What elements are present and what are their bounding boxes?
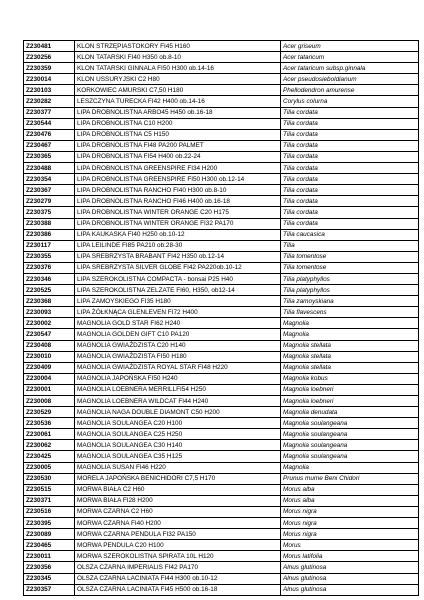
- plant-code-cell: Z230536: [24, 418, 75, 429]
- plant-name-cell: LIPA DROBNOLISTNA RANCHO FI40 H300 ob.8-10: [75, 185, 281, 196]
- latin-name-cell: Tilia cordata: [281, 163, 419, 174]
- table-row: [24, 340, 419, 351]
- plant-name-cell: KORKOWIEC AMURSKI C7,50 H180: [75, 85, 281, 96]
- latin-name-cell: Magnolia soulangeana: [281, 429, 419, 440]
- latin-name-cell: Magnolia stellata: [281, 362, 419, 373]
- plant-code-cell: Z230386: [24, 229, 75, 240]
- plant-name-cell: MORELA JAPOŃSKA BENICHIDORI C7,5 H170: [75, 473, 281, 484]
- table-row: [24, 462, 419, 473]
- plant-code-cell: Z230376: [24, 262, 75, 273]
- plant-name-cell: LIPA SZEROKOLISTNA COMPACTA - bonsai P25 H40: [75, 273, 281, 284]
- table-row: [24, 318, 419, 329]
- latin-name-cell: Tilia cordata: [281, 218, 419, 229]
- table-row: [24, 440, 419, 451]
- plant-code-cell: Z230488: [24, 163, 75, 174]
- latin-name-cell: Tilia zamoyskiana: [281, 296, 419, 307]
- table-row: [24, 495, 419, 506]
- latin-name-cell: Tilia cordata: [281, 207, 419, 218]
- latin-name-cell: Tilia platyphyllos: [281, 285, 419, 296]
- plant-name-cell: MORWA PENDULA C20 H100: [75, 540, 281, 551]
- plant-code-cell: Z230516: [24, 506, 75, 517]
- table-row: [24, 451, 419, 462]
- plant-code-cell: Z230515: [24, 484, 75, 495]
- latin-name-cell: Phellodendron amurense: [281, 85, 419, 96]
- table-row: [24, 174, 419, 185]
- plant-code-cell: Z230008: [24, 396, 75, 407]
- latin-name-cell: Tilia tomentose: [281, 251, 419, 262]
- table-row: [24, 529, 419, 540]
- latin-name-cell: Tilia platyphyllos: [281, 273, 419, 284]
- plant-name-cell: LIPA DROBNOLISTNA FI54 H400 ob.22-24: [75, 151, 281, 162]
- plant-code-cell: Z230377: [24, 107, 75, 118]
- plant-name-cell: LIPA SREBRZYSTA SILVER GLOBE FI42 PA220ob.10-12: [75, 262, 281, 273]
- plant-code-cell: Z230282: [24, 96, 75, 107]
- latin-name-cell: Tilia tomentose: [281, 262, 419, 273]
- table-row: [24, 63, 419, 74]
- plant-code-cell: Z230425: [24, 451, 75, 462]
- plant-code-cell: Z230345: [24, 573, 75, 584]
- table-row: [24, 296, 419, 307]
- latin-name-cell: Alnus glutinosa: [281, 573, 419, 584]
- latin-name-cell: Morus nigra: [281, 518, 419, 529]
- plant-code-cell: Z230467: [24, 140, 75, 151]
- latin-name-cell: Acer tataricum: [281, 52, 419, 63]
- table-row: [24, 52, 419, 63]
- table-row: [24, 407, 419, 418]
- plant-name-cell: MAGNOLIA NAGA DOUBLE DIAMONT C50 H200: [75, 407, 281, 418]
- table-row: [24, 207, 419, 218]
- plant-code-cell: Z230409: [24, 362, 75, 373]
- plant-name-cell: KLON USSURYJSKI C2 H80: [75, 74, 281, 85]
- plant-code-cell: Z230005: [24, 462, 75, 473]
- table-row: [24, 506, 419, 517]
- latin-name-cell: Acer pseudosieboldianum: [281, 74, 419, 85]
- plant-name-cell: MAGNOLIA LOEBNERA MERRILLFI54 H250: [75, 384, 281, 395]
- table-row: [24, 418, 419, 429]
- plant-code-cell: Z230002: [24, 318, 75, 329]
- table-row: [24, 163, 419, 174]
- plant-name-cell: LIPA DROBNOLISTNA WINTER ORANGE C20 H175: [75, 207, 281, 218]
- latin-name-cell: Tilia cordata: [281, 140, 419, 151]
- plant-code-cell: Z230525: [24, 285, 75, 296]
- table-row: [24, 518, 419, 529]
- plant-code-cell: Z230371: [24, 495, 75, 506]
- plant-code-cell: Z230062: [24, 440, 75, 451]
- latin-name-cell: Tilia cordata: [281, 174, 419, 185]
- plant-code-cell: Z230010: [24, 351, 75, 362]
- plant-name-cell: MORWA SZEROKOLISTNA SPIRATA 10L H120: [75, 551, 281, 562]
- plant-name-cell: MAGNOLIA JAPOŃSKA FI50 H240: [75, 373, 281, 384]
- latin-name-cell: Tilia flavescens: [281, 307, 419, 318]
- table-row: [24, 118, 419, 129]
- plant-code-cell: Z230395: [24, 518, 75, 529]
- plant-table-body: [24, 41, 419, 596]
- plant-code-cell: Z230256: [24, 52, 75, 63]
- plant-name-cell: KLON STRZĘPIASTOKORY FI45 H160: [75, 41, 281, 52]
- plant-code-cell: Z230014: [24, 74, 75, 85]
- plant-code-cell: Z230103: [24, 85, 75, 96]
- latin-name-cell: Tilia cordata: [281, 185, 419, 196]
- plant-name-cell: LIPA ZAMOYSKIEGO FI35 H180: [75, 296, 281, 307]
- latin-name-cell: Tilia cordata: [281, 118, 419, 129]
- plant-code-cell: Z230004: [24, 373, 75, 384]
- table-row: [24, 129, 419, 140]
- latin-name-cell: Morus nigra: [281, 506, 419, 517]
- plant-code-cell: Z230529: [24, 407, 75, 418]
- plant-name-cell: MAGNOLIA LOEBNERA WILDCAT FI44 H240: [75, 396, 281, 407]
- table-row: [24, 396, 419, 407]
- plant-name-cell: LIPA ŻÓŁKNĄCA GLENLEVEN FI72 H400: [75, 307, 281, 318]
- plant-code-cell: Z230117: [24, 240, 75, 251]
- latin-name-cell: Morus: [281, 540, 419, 551]
- latin-name-cell: Tilia cordata: [281, 107, 419, 118]
- plant-name-cell: LESZCZYNA TURECKA FI42 H400 ob.14-16: [75, 96, 281, 107]
- table-row: [24, 262, 419, 273]
- table-row: [24, 85, 419, 96]
- plant-name-cell: LIPA DROBNOLISTNA WINTER ORANGE FI32 PA170: [75, 218, 281, 229]
- latin-name-cell: Magnolia denudata: [281, 407, 419, 418]
- plant-code-cell: Z230061: [24, 429, 75, 440]
- plant-name-cell: MORWA CZARNA PENDULA FI32 PA150: [75, 529, 281, 540]
- latin-name-cell: Magnolia: [281, 462, 419, 473]
- plant-name-cell: MAGNOLIA GOLDEN GIFT C10 PA120: [75, 329, 281, 340]
- plant-code-cell: Z230356: [24, 562, 75, 573]
- table-row: [24, 373, 419, 384]
- table-row: [24, 140, 419, 151]
- plant-code-cell: Z230375: [24, 207, 75, 218]
- plant-code-cell: Z230354: [24, 174, 75, 185]
- plant-name-cell: LIPA DROBNOLISTNA ARBO45 H450 ob.16-18: [75, 107, 281, 118]
- plant-table: [23, 40, 419, 596]
- latin-name-cell: Magnolia: [281, 318, 419, 329]
- table-row: [24, 384, 419, 395]
- plant-code-cell: Z230093: [24, 307, 75, 318]
- plant-code-cell: Z230476: [24, 129, 75, 140]
- plant-name-cell: OLSZA CZARNA IMPERIALIS FI42 PA170: [75, 562, 281, 573]
- plant-name-cell: LIPA DROBNOLISTNA RANCHO FI46 H400 ob.16-18: [75, 196, 281, 207]
- table-row: [24, 473, 419, 484]
- plant-code-cell: Z230481: [24, 41, 75, 52]
- latin-name-cell: Tilia cordata: [281, 151, 419, 162]
- plant-name-cell: KLON TATARSKI FI40 H350 ob.8-10: [75, 52, 281, 63]
- plant-name-cell: MAGNOLIA GOLD STAR FI62 H240: [75, 318, 281, 329]
- plant-code-cell: Z230547: [24, 329, 75, 340]
- plant-name-cell: MAGNOLIA SOULANGEA C25 H250: [75, 429, 281, 440]
- plant-code-cell: Z230465: [24, 540, 75, 551]
- latin-name-cell: Magnolia stellata: [281, 340, 419, 351]
- plant-name-cell: KLON TATARSKI GINNALA FI50 H300 ob.14-16: [75, 63, 281, 74]
- plant-name-cell: MAGNOLIA GWIAŹDZISTA FI50 H180: [75, 351, 281, 362]
- plant-name-cell: LIPA SREBRZYSTA BRABANT FI42 H350 ob.12-14: [75, 251, 281, 262]
- plant-code-cell: Z230346: [24, 273, 75, 284]
- plant-name-cell: MORWA BIAŁA FI28 H200: [75, 495, 281, 506]
- plant-code-cell: Z230367: [24, 185, 75, 196]
- table-row: [24, 351, 419, 362]
- plant-name-cell: MAGNOLIA GWIAŹDZISTA ROYAL STAR FI48 H220: [75, 362, 281, 373]
- latin-name-cell: Acer tataricum subsp.ginnala: [281, 63, 419, 74]
- plant-code-cell: Z230368: [24, 296, 75, 307]
- latin-name-cell: Alnus glutinosa: [281, 584, 419, 595]
- plant-code-cell: Z230011: [24, 551, 75, 562]
- latin-name-cell: Tilia cordata: [281, 129, 419, 140]
- table-row: [24, 229, 419, 240]
- plant-code-cell: Z230279: [24, 196, 75, 207]
- plant-name-cell: MAGNOLIA GWIAŹDZISTA C20 H140: [75, 340, 281, 351]
- plant-name-cell: LIPA DROBNOLISTNA GREENSPIRE FI34 H200: [75, 163, 281, 174]
- latin-name-cell: Morus alba: [281, 484, 419, 495]
- table-row: [24, 251, 419, 262]
- plant-name-cell: OLSZA CZARNA LACINIATA FI44 H300 ob.10-12: [75, 573, 281, 584]
- latin-name-cell: Alnus glutinosa: [281, 562, 419, 573]
- plant-code-cell: Z230359: [24, 63, 75, 74]
- plant-code-cell: Z230408: [24, 340, 75, 351]
- plant-code-cell: Z230355: [24, 251, 75, 262]
- latin-name-cell: Corylus colurna: [281, 96, 419, 107]
- table-row: [24, 240, 419, 251]
- table-row: [24, 551, 419, 562]
- plant-name-cell: MORWA BIAŁA C2 H60: [75, 484, 281, 495]
- table-row: [24, 362, 419, 373]
- table-row: [24, 196, 419, 207]
- plant-code-cell: Z230365: [24, 151, 75, 162]
- table-row: [24, 484, 419, 495]
- latin-name-cell: Acer griseum: [281, 41, 419, 52]
- table-row: [24, 273, 419, 284]
- latin-name-cell: Magnolia soulangeana: [281, 418, 419, 429]
- latin-name-cell: Morus latifolia: [281, 551, 419, 562]
- table-row: [24, 185, 419, 196]
- plant-name-cell: LIPA DROBNOLISTNA C10 H200: [75, 118, 281, 129]
- plant-name-cell: LIPA DROBNOLISTNA C5 H150: [75, 129, 281, 140]
- plant-code-cell: Z230544: [24, 118, 75, 129]
- latin-name-cell: Magnolia soulangeana: [281, 451, 419, 462]
- plant-code-cell: Z230089: [24, 529, 75, 540]
- latin-name-cell: Magnolia soulangeana: [281, 440, 419, 451]
- table-row: [24, 307, 419, 318]
- latin-name-cell: Morus nigra: [281, 529, 419, 540]
- plant-name-cell: MAGNOLIA SUSAN FI46 H220: [75, 462, 281, 473]
- plant-code-cell: Z230357: [24, 584, 75, 595]
- plant-name-cell: MORWA CZARNA C2 H60: [75, 506, 281, 517]
- table-row: [24, 285, 419, 296]
- table-row: [24, 96, 419, 107]
- latin-name-cell: Prunus mume Beni Chidori: [281, 473, 419, 484]
- table-row: [24, 107, 419, 118]
- plant-code-cell: Z230530: [24, 473, 75, 484]
- table-row: [24, 151, 419, 162]
- table-row: [24, 562, 419, 573]
- table-row: [24, 573, 419, 584]
- latin-name-cell: Magnolia loebneri: [281, 384, 419, 395]
- latin-name-cell: Tilia: [281, 240, 419, 251]
- plant-name-cell: MAGNOLIA SOULANGEA C20 H100: [75, 418, 281, 429]
- plant-code-cell: Z230001: [24, 384, 75, 395]
- plant-name-cell: LIPA KAUKASKA FI40 H250 ob.10-12: [75, 229, 281, 240]
- latin-name-cell: Magnolia loebneri: [281, 396, 419, 407]
- latin-name-cell: Magnolia stellata: [281, 351, 419, 362]
- table-row: [24, 41, 419, 52]
- latin-name-cell: Magnolia: [281, 329, 419, 340]
- plant-name-cell: LIPA DROBNOLISTNA GREENSPIRE FI50 H300 ob.12-14: [75, 174, 281, 185]
- table-row: [24, 329, 419, 340]
- latin-name-cell: Tilia caucasica: [281, 229, 419, 240]
- plant-name-cell: MORWA CZARNA FI40 H200: [75, 518, 281, 529]
- plant-name-cell: MAGNOLIA SOULANGEA C35 H125: [75, 451, 281, 462]
- plant-name-cell: LIPA DROBNOLISTNA FI48 PA200 PALMET: [75, 140, 281, 151]
- table-row: [24, 584, 419, 595]
- plant-name-cell: LIPA SZEROKOLISTNA ZELZATE FI60, H350, ob12-14: [75, 285, 281, 296]
- table-row: [24, 540, 419, 551]
- plant-name-cell: LIPA LEILINDE FI85 PA210 ob.28-30: [75, 240, 281, 251]
- plant-code-cell: Z230388: [24, 218, 75, 229]
- table-row: [24, 218, 419, 229]
- latin-name-cell: Morus alba: [281, 495, 419, 506]
- latin-name-cell: Tilia cordata: [281, 196, 419, 207]
- table-row: [24, 429, 419, 440]
- plant-name-cell: MAGNOLIA SOULANGEA C30 H140: [75, 440, 281, 451]
- latin-name-cell: Magnolia kobus: [281, 373, 419, 384]
- plant-name-cell: OLSZA CZARNA LACINIATA FI45 H500 ob.16-18: [75, 584, 281, 595]
- table-row: [24, 74, 419, 85]
